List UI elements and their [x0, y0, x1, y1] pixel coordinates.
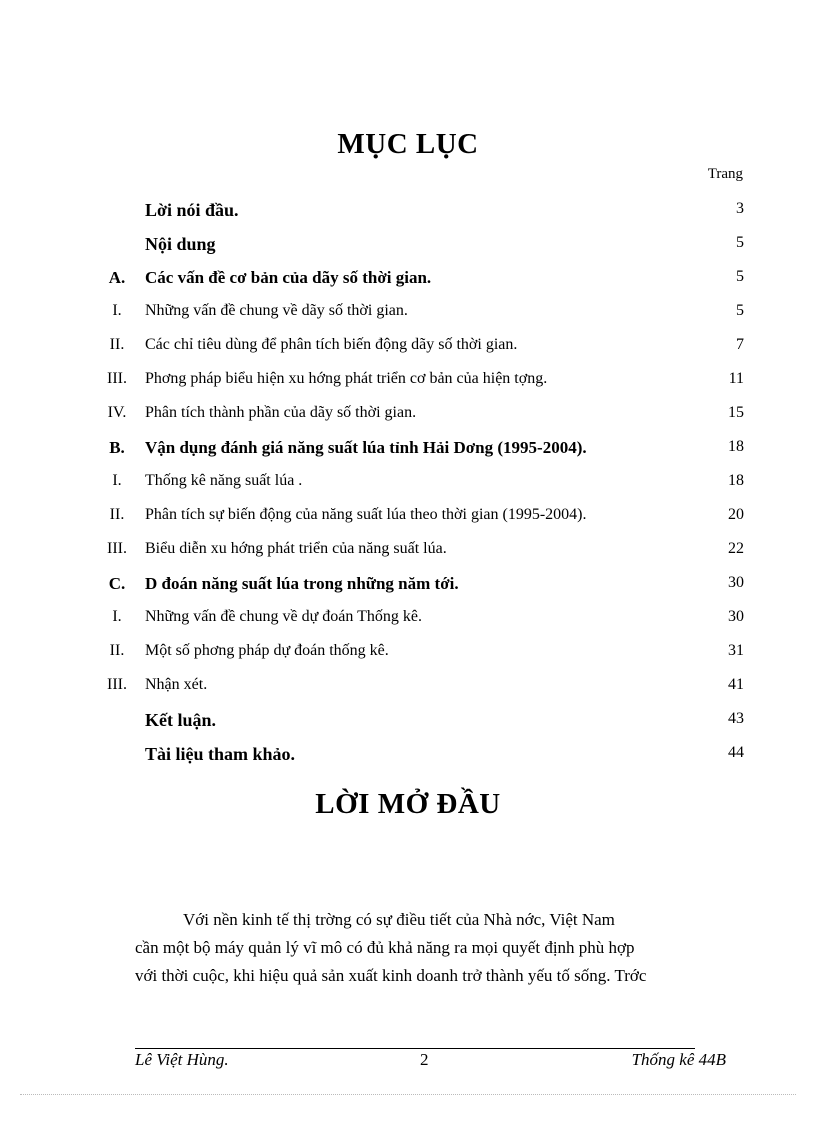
- toc-entry: [100, 328, 744, 362]
- toc-entry-page: 22: [728, 540, 744, 557]
- toc-entry-text: Các chỉ tiêu dùng để phân tích biến động dãy số thời gian.: [145, 336, 518, 353]
- toc-entry: [100, 464, 744, 498]
- toc-entry: [100, 498, 744, 532]
- toc-entry-text: Vận dụng đánh giá năng suất lúa tỉnh Hải Dơng (1995-2004).: [145, 438, 587, 457]
- toc-entry: [100, 566, 744, 600]
- toc-entry-page: 18: [728, 438, 744, 455]
- toc-entry-page: 43: [728, 710, 744, 727]
- page-bottom-divider: [20, 1094, 796, 1095]
- toc-entry-page: 30: [728, 608, 744, 625]
- footer-course: Thống kê 44B: [631, 1050, 726, 1069]
- toc-entry: [100, 396, 744, 430]
- toc-entry: [100, 532, 744, 566]
- toc-entry-number: IV.: [107, 404, 127, 421]
- intro-title: LỜI MỞ ĐẦU: [315, 788, 501, 820]
- toc-entry-page: 5: [736, 302, 744, 319]
- toc-entry-page: 5: [736, 268, 744, 285]
- toc-entry-text: Nội dung: [145, 234, 216, 254]
- toc-entry: [100, 634, 744, 668]
- toc-entry: [100, 362, 744, 396]
- toc-entry-number: I.: [112, 608, 122, 625]
- footer-page-number: 2: [420, 1050, 429, 1069]
- toc-entry-number: C.: [108, 574, 126, 593]
- toc-entry-number: B.: [109, 438, 125, 457]
- toc-entry-text: D đoán năng suất lúa trong những năm tới.: [145, 574, 459, 593]
- toc-entry-text: Kết luận.: [145, 710, 217, 730]
- toc-entry-page: 11: [728, 370, 744, 387]
- footer-author: Lê Việt Hùng.: [135, 1050, 229, 1069]
- paragraph-line: Với nền kinh tế thị trờng có sự điều tiết của Nhà nớc, Việt Nam: [183, 910, 615, 929]
- toc-entry-text: Phơng pháp biểu hiện xu hớng phát triển cơ bản của hiện tợng.: [145, 370, 548, 387]
- toc-entry-page: 7: [736, 336, 744, 353]
- toc-entry-page: 44: [728, 744, 744, 761]
- toc-entry-number: II.: [109, 336, 125, 353]
- toc-entry-page: 5: [736, 234, 744, 251]
- toc-entry: [100, 668, 744, 702]
- toc-entry-text: Tài liệu tham khảo.: [145, 744, 296, 764]
- toc-entry: [100, 736, 744, 770]
- toc-entry-number: A.: [108, 268, 126, 287]
- toc-list: [100, 192, 744, 770]
- toc-entry-number: II.: [109, 642, 125, 659]
- toc-entry: [100, 600, 744, 634]
- toc-entry-text: Lời nói đầu.: [145, 200, 239, 220]
- toc-entry-number: II.: [109, 506, 125, 523]
- toc-entry: [100, 702, 744, 736]
- paragraph-line: với thời cuộc, khi hiệu quả sản xuất kinh doanh trở thành yếu tố sống. Trớc: [135, 966, 647, 985]
- toc-entry-text: Nhận xét.: [145, 676, 208, 693]
- toc-entry-number: III.: [107, 540, 127, 557]
- toc-entry-number: III.: [107, 676, 127, 693]
- toc-entry-text: Những vấn đề chung về dự đoán Thống kê.: [145, 608, 422, 625]
- toc-entry-page: 3: [736, 200, 744, 217]
- toc-entry-number: I.: [112, 472, 122, 489]
- toc-entry-text: Thống kê năng suất lúa .: [145, 472, 303, 489]
- toc-entry-page: 30: [728, 574, 744, 591]
- toc-entry-text: Phân tích thành phần của dãy số thời gian.: [145, 404, 417, 421]
- toc-entry: [100, 294, 744, 328]
- toc-entry-page: 18: [728, 472, 744, 489]
- toc-entry-page: 31: [728, 642, 744, 659]
- toc-entry-number: III.: [107, 370, 127, 387]
- toc-entry: [100, 192, 744, 226]
- toc-entry-number: I.: [112, 302, 122, 319]
- toc-entry: [100, 430, 744, 464]
- toc-entry: [100, 226, 744, 260]
- toc-entry-text: Biểu diễn xu hớng phát triển của năng suất lúa.: [145, 540, 447, 557]
- intro-paragraph: [135, 906, 723, 990]
- toc-entry-page: 15: [728, 404, 744, 421]
- footer-divider: [135, 1048, 695, 1049]
- paragraph-line: cần một bộ máy quản lý vĩ mô có đủ khả năng ra mọi quyết định phù hợp: [135, 938, 635, 957]
- toc-title: MỤC LỤC: [337, 128, 479, 160]
- toc-entry-text: Một số phơng pháp dự đoán thống kê.: [145, 642, 389, 659]
- toc-entry-page: 41: [728, 676, 744, 693]
- toc-entry-text: Những vấn đề chung về dãy số thời gian.: [145, 302, 408, 319]
- toc-entry-text: Các vấn đề cơ bản của dãy số thời gian.: [145, 268, 432, 287]
- toc-entry: [100, 260, 744, 294]
- toc-page-header: Trang: [707, 166, 743, 182]
- toc-entry-text: Phân tích sự biến động của năng suất lúa theo thời gian (1995-2004).: [145, 506, 587, 523]
- toc-entry-page: 20: [728, 506, 744, 523]
